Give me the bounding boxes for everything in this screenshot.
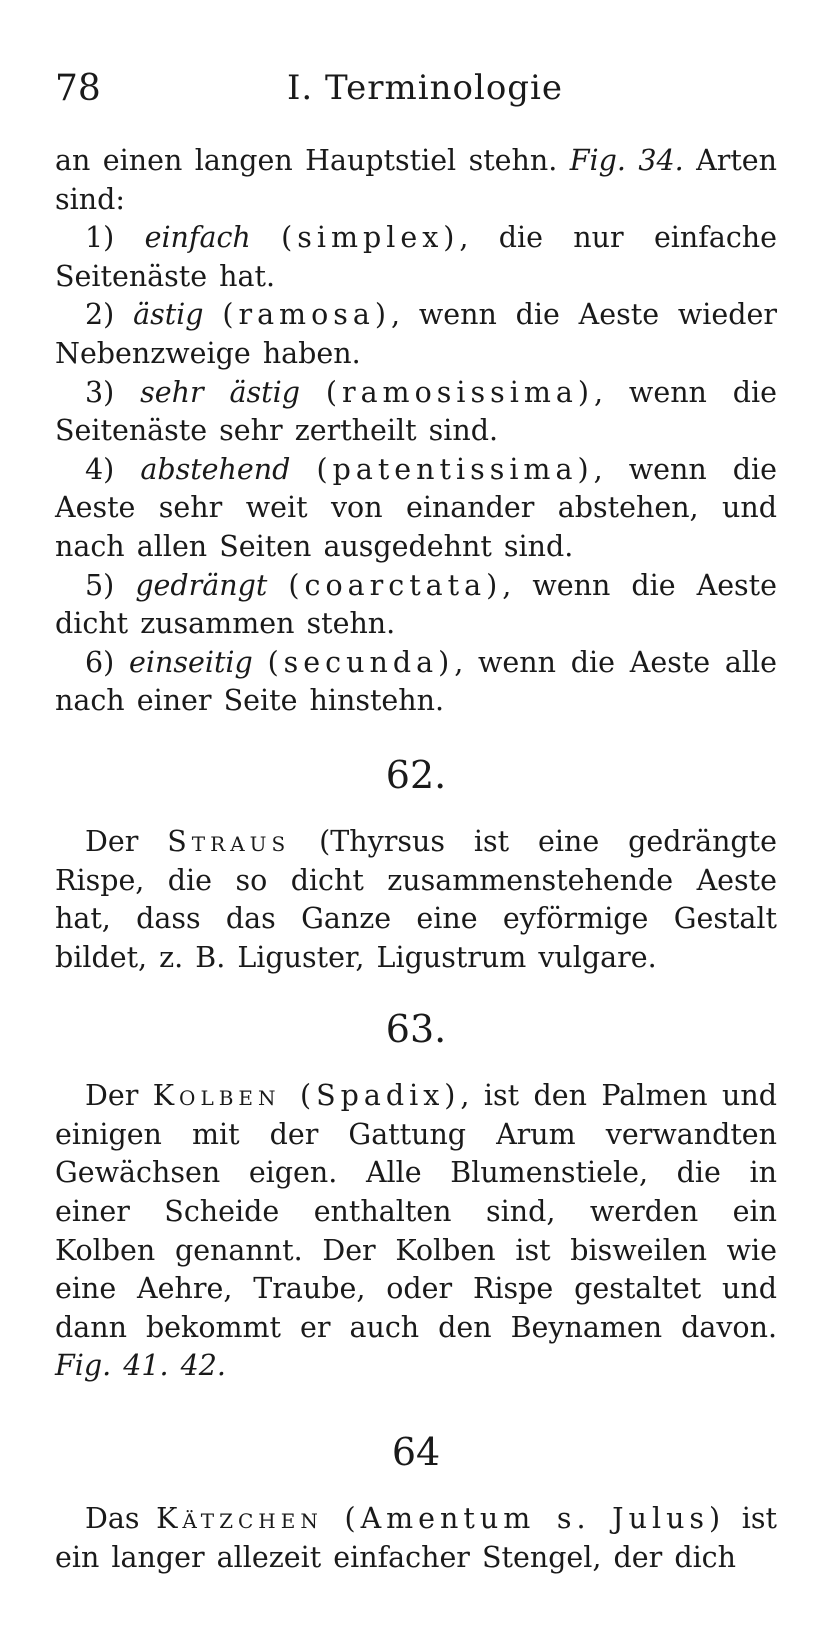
item-description: , wenn die Aeste dicht zusammen stehn. [55,568,777,641]
section-latin: (Amentum s. Julus) [322,1502,726,1536]
item-number: 4) [85,452,115,486]
section-latin: (Spadix) [280,1079,461,1113]
intro-paragraph: an einen langen Hauptstiel stehn. Fig. 34. Arten sind: [55,144,777,216]
section-paragraph: Der Straus (Thyrsus ist eine gedrängte Rispe, die so dicht zusammenstehende Aeste hat, dass das Ganze eine eyförmige Gestalt bildet, z. B. Liguster, Ligustrum vulgare. [55,824,777,974]
item-latin: (coarctata) [288,568,503,602]
section-number: 64 [391,1430,441,1475]
list-item [55,374,777,451]
item-term: einfach [144,221,251,255]
item-term: abstehend [140,452,291,486]
section-term: Kätzchen [156,1502,323,1536]
item-latin: (ramosissima) [325,375,594,409]
list-item [55,296,777,373]
running-head: I. Terminologie [287,68,564,108]
list-item [55,644,777,721]
section-paragraph: Das Kätzchen (Amentum s. Julus) ist ein langer allezeit einfacher Stengel, der dich [55,1502,777,1574]
item-description: , wenn die Aeste sehr weit von einander abstehen, und nach allen Seiten ausgedehnt sind. [55,452,778,563]
section-number: 62. [385,752,447,797]
item-latin: (secunda) [267,645,455,679]
item-number: 2) [85,298,115,332]
section-paragraph: Der Kolben (Spadix), ist den Palmen und einigen mit der Gattung Arum verwandten Gewächsen eigen. Alle Blumenstiele, die in einer Scheide enthalten sind, werden ein Kolben genannt. Der Kolben ist bisweilen wie eine Aehre, Traube, oder Rispe gestaltet und dann bekommt er auch den Beynamen davon. Fig. 41. 42. [55,1079,777,1383]
item-number: 3) [85,375,115,409]
item-description: , wenn die Aeste wieder Nebenzweige haben. [55,298,777,370]
figure-reference: Fig. 41. 42. [55,1349,226,1383]
item-latin: (patentissima) [316,452,594,486]
item-number: 6) [85,645,115,679]
item-description: , die nur einfache Seitenäste hat. [55,221,778,293]
list-item [55,219,777,296]
item-latin: (simplex) [281,221,460,255]
item-number: 1) [85,221,115,255]
section-term: Kolben [152,1079,281,1113]
item-term: gedrängt [135,568,268,602]
page-header [55,68,775,116]
list-item [55,451,777,567]
item-description: , wenn die Aeste alle nach einer Seite hinstehn. [55,645,777,718]
list-item [55,567,777,644]
item-latin: (ramosa) [222,298,391,332]
page-number: 78 [55,68,101,109]
section-term: Straus [167,824,291,858]
item-term: einseitig [129,645,253,679]
item-number: 5) [85,568,115,602]
item-description: , wenn die Seitenäste sehr zertheilt sind. [55,375,778,448]
item-term: ästig [133,298,204,332]
item-term: sehr ästig [140,375,300,409]
body-text [55,142,777,1577]
figure-reference: Fig. 34. [569,144,684,177]
section-number: 63. [385,1007,447,1052]
